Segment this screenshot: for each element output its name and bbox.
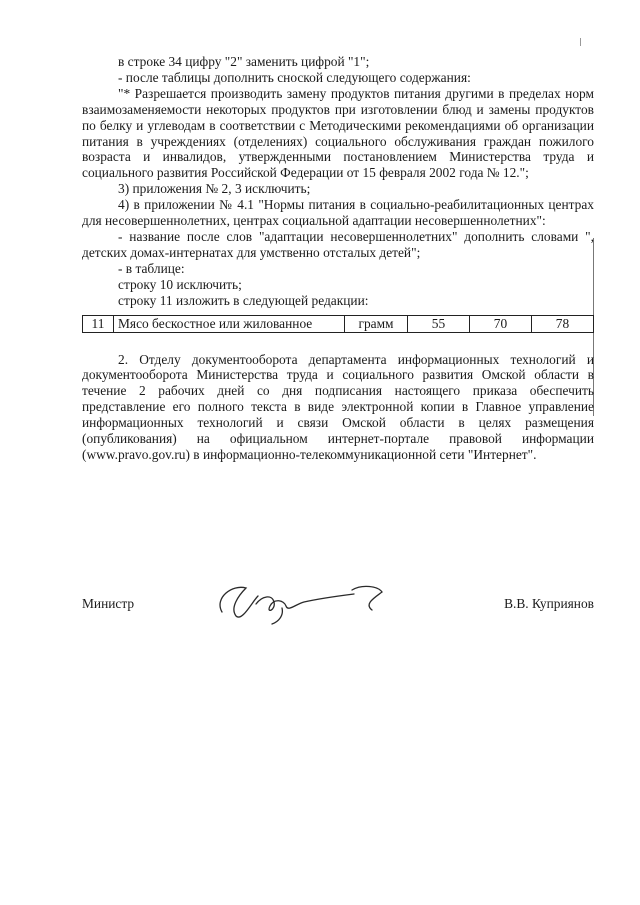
paragraph-footnote-text: "* Разрешается производить замену продуктов питания другими в пределах норм взаимозаменяемости некоторых продуктов при изготовлении блюд и замены продуктов по белку и углеводам в соответствии с Методическими рекомендациями об организации питания в учреждениях (отделениях) социального обслуживания граждан пожилого возраста и инвалидов, утвержденными постановлением Министерства труда и социального развития Российской Федерации от 15 февраля 2002 года № 12."; [82, 85, 594, 181]
norms-table [82, 315, 594, 333]
table-row [83, 315, 594, 332]
row-number: 11 [83, 315, 114, 332]
document-body [82, 54, 594, 463]
row-value-2: 70 [470, 315, 532, 332]
row-value-3: 78 [532, 315, 594, 332]
scan-mark [580, 38, 581, 46]
paragraph-2-document-flow: 2. Отделу документооборота департамента информационных технологий и документооборота Министерства труда и социального развития Омской области в течение 2 рабочих дней со дня подписания настоящего приказа обеспечить представление его полного текста в виде электронной копии в Главное управление информационных технологий и связи Омской области в целях размещения (опубликования) на официальном интернет-портале правовой информации (www.pravo.gov.ru) в информационно-телекоммуникационной сети "Интернет". [82, 351, 594, 462]
paragraph-line34: в строке 34 цифру "2" заменить цифрой "1"; [118, 54, 370, 69]
paragraph-item-4: 4) в приложении № 4.1 "Нормы питания в социально-реабилитационных центрах для несовершеннолетних, центрах социальной адаптации несовершеннолетних": [82, 197, 594, 229]
paragraph-row10: строку 10 исключить; [118, 276, 242, 292]
row-product-name: Мясо бескостное или жилованное [114, 315, 345, 332]
paragraph-title-change: - название после слов "адаптации несовершеннолетних" дополнить словами ", детских домах-интернатах для умственно отсталых детей"; [82, 228, 594, 260]
signer-name: В.В. Куприянов [504, 596, 594, 611]
paragraph-footnote-intro: - после таблицы дополнить сноской следующего содержания: [118, 69, 471, 85]
row-unit: грамм [345, 315, 408, 332]
row-value-1: 55 [408, 315, 470, 332]
paragraph-item-3: 3) приложения № 2, 3 исключить; [118, 181, 311, 197]
signer-role: Министр [82, 596, 135, 611]
paragraph-row11: строку 11 изложить в следующей редакции: [118, 292, 369, 308]
signature-block [82, 596, 594, 626]
paragraph-in-table: - в таблице: [118, 260, 185, 276]
